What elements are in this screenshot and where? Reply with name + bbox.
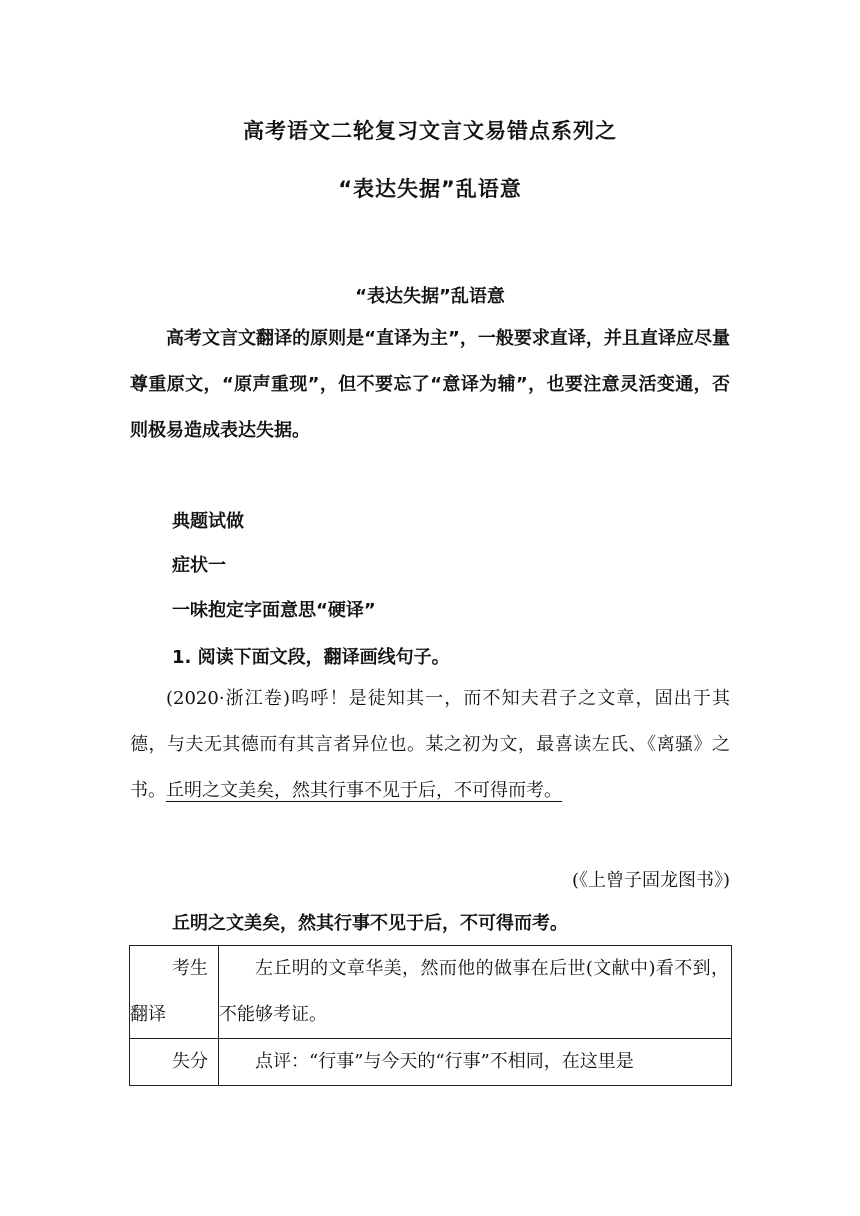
- target-sentence: 丘明之文美矣，然其行事不见于后，不可得而考。: [172, 913, 568, 934]
- intro-paragraph: 高考文言文翻译的原则是“直译为主”，一般要求直译，并且直译应尽量尊重原文，“原声重现”，但不要忘了“意译为辅”，也要注意灵活变通，否则极易造成表达失据。: [130, 328, 730, 441]
- reading-passage: [130, 676, 730, 814]
- table-cell-label: [130, 1039, 219, 1086]
- document-title-line1: 高考语文二轮复习文言文易错点系列之: [243, 119, 617, 143]
- table-row: [130, 1039, 732, 1086]
- cell-label-line1: 考生: [172, 958, 208, 979]
- passage-source: (《上曾子固龙图书》): [571, 870, 730, 891]
- symptom-label: 症状一: [172, 555, 226, 576]
- table-cell-content: [219, 946, 732, 1039]
- review-comment: 点评：“行事”与今天的“行事”不相同，在这里是: [255, 1051, 634, 1072]
- passage-text: (2020·浙江卷)呜呼！是徒知其一，而不知夫君子之文章，固出于其德，与夫无其德而有其言者异位也。某之初为文，最喜读左氏、《离骚》之书。: [130, 688, 730, 801]
- underlined-sentence: 丘明之文美矣，然其行事不见于后，不可得而考。: [166, 780, 562, 801]
- symptom-description: 一味抱定字面意思“硬译”: [172, 600, 376, 621]
- section-heading: “表达失据”乱语意: [355, 286, 505, 307]
- cell-label-deduction: 失分: [172, 1051, 208, 1072]
- document-title-line2: “表达失据”乱语意: [338, 177, 522, 201]
- table-cell-content: [219, 1039, 732, 1086]
- student-translation: 左丘明的文章华美，然而他的做事在后世(文献中)看不到，不能够考证。: [219, 958, 729, 1025]
- question-prompt: 1. 阅读下面文段，翻译画线句子。: [172, 647, 450, 668]
- practice-heading: 典题试做: [172, 511, 244, 532]
- cell-label-line2: 翻译: [130, 1004, 166, 1025]
- table-cell-label: [130, 946, 219, 1039]
- analysis-table: [129, 945, 732, 1086]
- table-row: [130, 946, 732, 1039]
